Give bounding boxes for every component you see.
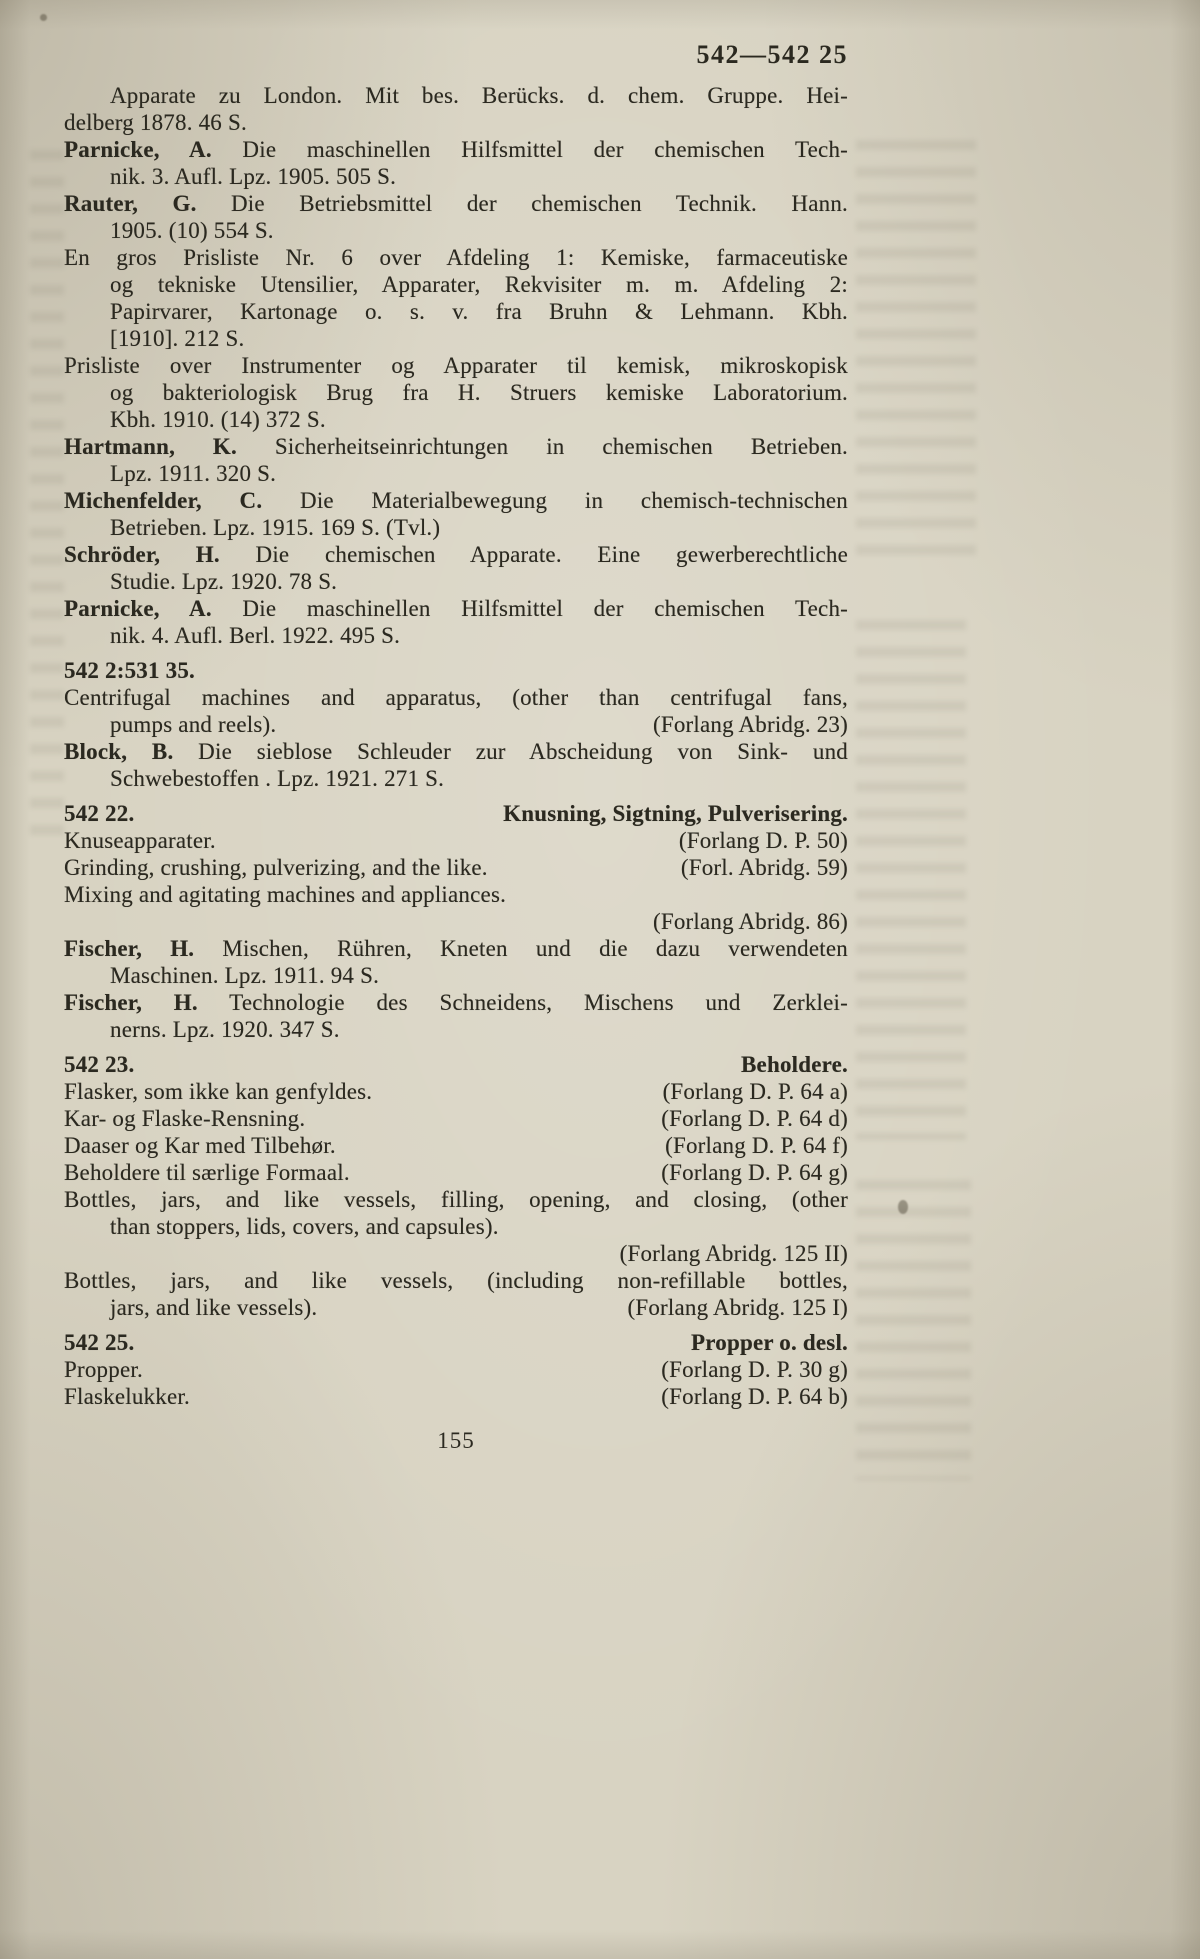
entry-line [64, 1356, 848, 1383]
entry-line: og bakteriologisk Brug fra H. Struers kemiske Laboratorium. [110, 380, 848, 405]
entry-line [64, 190, 848, 217]
reference-label: (Forlang D. P. 64 d) [661, 1106, 848, 1131]
entry-text: Die maschinellen Hilfsmittel der chemischen Tech- [211, 596, 849, 621]
entry-line: og tekniske Utensilier, Apparater, Rekvisiter m. m. Afdeling 2: [110, 272, 848, 297]
section-heading [64, 800, 848, 827]
entry-line [64, 738, 848, 765]
entry-line: En gros Prisliste Nr. 6 over Afdeling 1: Kemiske, farmaceutiske [64, 245, 848, 270]
section-number: 542 22. [64, 801, 135, 826]
entry-line [64, 1078, 848, 1105]
entry-line: nik. 4. Aufl. Berl. 1922. 495 S. [110, 623, 401, 648]
entry-line: Bottles, jars, and like vessels, (including non-refillable bottles, [64, 1268, 848, 1293]
entry-text: Kar- og Flaske-Rensning. [64, 1106, 306, 1131]
entry-text: Mischen, Rühren, Kneten und die dazu verwendeten [194, 936, 848, 961]
entry-line: Apparate zu London. Mit bes. Berücks. d. chem. Gruppe. Hei- [110, 83, 848, 108]
entry-text: Knuseapparater. [64, 828, 216, 853]
entry-line: nerns. Lpz. 1920. 347 S. [110, 1017, 340, 1042]
section-heading [64, 1051, 848, 1078]
entry-line [64, 1159, 848, 1186]
entry-line: [1910]. 212 S. [110, 326, 245, 351]
author-name: Fischer, H. [64, 990, 198, 1015]
page-number: 155 [437, 1428, 475, 1453]
entry-line [64, 1383, 848, 1410]
page-header-range: 542—542 25 [696, 40, 848, 69]
reference-label: (Forl. Abridg. 59) [680, 855, 848, 880]
reference-label: (Forlang D. P. 50) [678, 828, 848, 853]
reference-label: (Forlang D. P. 64 f) [665, 1133, 848, 1158]
entry-text: Flaskelukker. [64, 1384, 190, 1409]
entry-line [64, 711, 848, 738]
reference-label: (Forlang Abridg. 86) [652, 909, 848, 934]
entry-line [64, 433, 848, 460]
author-name: Fischer, H. [64, 936, 195, 961]
entry-line: Centrifugal machines and apparatus, (other than centrifugal fans, [64, 685, 848, 710]
bleed-through-artifact [856, 140, 976, 570]
entry-text: Flasker, som ikke kan genfyldes. [64, 1079, 373, 1104]
section-heading [64, 1329, 848, 1356]
bleed-through-artifact [856, 620, 966, 1140]
entry-text: Die sieblose Schleuder zur Abscheidung von Sink- und [173, 739, 848, 764]
entry-text: Die chemischen Apparate. Eine gewerberechtliche [219, 542, 848, 567]
author-name: Parnicke, A. [64, 137, 212, 162]
entry-text: Die maschinellen Hilfsmittel der chemischen Tech- [211, 137, 849, 162]
entry-line: Lpz. 1911. 320 S. [110, 461, 277, 486]
entry-line: nik. 3. Aufl. Lpz. 1905. 505 S. [110, 164, 397, 189]
entry-text: Daaser og Kar med Tilbehør. [64, 1133, 336, 1158]
ink-speck [898, 1200, 908, 1214]
entry-text: pumps and reels). [110, 712, 277, 737]
entry-text: Propper. [64, 1357, 143, 1382]
entry-line: than stoppers, lids, covers, and capsules). [110, 1214, 499, 1239]
entry-text: Sicherheitseinrichtungen in chemischen Betrieben. [236, 434, 848, 459]
author-name: Michenfelder, C. [64, 488, 263, 513]
entry-line [64, 1132, 848, 1159]
reference-label: (Forlang Abridg. 23) [652, 712, 848, 737]
section-number: 542 23. [64, 1052, 135, 1077]
entry-line: delberg 1878. 46 S. [64, 110, 247, 135]
entry-line: Kbh. 1910. (14) 372 S. [110, 407, 326, 432]
section-heading: 542 2:531 35. [64, 658, 196, 683]
entry-line [64, 487, 848, 514]
author-name: Hartmann, K. [64, 434, 237, 459]
entry-text: Beholdere til særlige Formaal. [64, 1160, 350, 1185]
entry-line [64, 541, 848, 568]
entry-line [64, 827, 848, 854]
entry-line [64, 854, 848, 881]
entry-text: Grinding, crushing, pulverizing, and the like. [64, 855, 488, 880]
entry-line [64, 989, 848, 1016]
entry-text: jars, and like vessels). [110, 1295, 318, 1320]
reference-label: (Forlang D. P. 64 a) [662, 1079, 848, 1104]
author-name: Schröder, H. [64, 542, 220, 567]
reference-label: (Forlang Abridg. 125 II) [619, 1241, 848, 1266]
entry-line [64, 1105, 848, 1132]
section-title: Beholdere. [741, 1052, 848, 1077]
entry-line: Studie. Lpz. 1920. 78 S. [110, 569, 338, 594]
entry-line [64, 1294, 848, 1321]
author-name: Block, B. [64, 739, 174, 764]
reference-label: (Forlang Abridg. 125 I) [627, 1295, 848, 1320]
author-name: Parnicke, A. [64, 596, 212, 621]
entry-line [64, 136, 848, 163]
entry-line: Mixing and agitating machines and appliances. [64, 882, 507, 907]
section-title: Propper o. desl. [691, 1330, 848, 1355]
reference-label: (Forlang D. P. 64 b) [661, 1384, 848, 1409]
author-name: Rauter, G. [64, 191, 197, 216]
entry-line: Bottles, jars, and like vessels, filling, opening, and closing, (other [64, 1187, 848, 1212]
bleed-through-artifact [30, 150, 64, 850]
reference-label: (Forlang D. P. 30 g) [661, 1357, 848, 1382]
bleed-through-artifact [856, 1180, 971, 1480]
entry-line: Schwebestoffen . Lpz. 1921. 271 S. [110, 766, 445, 791]
entry-line: 1905. (10) 554 S. [110, 218, 274, 243]
entry-line: Prisliste over Instrumenter og Apparater til kemisk, mikroskopisk [64, 353, 848, 378]
ink-speck [40, 14, 47, 21]
entry-text: Die Materialbewegung in chemisch-technischen [262, 488, 848, 513]
section-number: 542 25. [64, 1330, 135, 1355]
entry-line: Papirvarer, Kartonage o. s. v. fra Bruhn & Lehmann. Kbh. [110, 299, 848, 324]
entry-line: Maschinen. Lpz. 1911. 94 S. [110, 963, 380, 988]
section-title: Knusning, Sigtning, Pulverisering. [503, 801, 848, 826]
entry-line: Betrieben. Lpz. 1915. 169 S. (Tvl.) [110, 515, 441, 540]
entry-text: Technologie des Schneidens, Mischens und Zerklei- [197, 990, 848, 1015]
entry-line [64, 595, 848, 622]
entry-line [64, 935, 848, 962]
bibliography [64, 82, 848, 1410]
reference-label: (Forlang D. P. 64 g) [661, 1160, 848, 1185]
entry-text: Die Betriebsmittel der chemischen Technik. Hann. [196, 191, 848, 216]
